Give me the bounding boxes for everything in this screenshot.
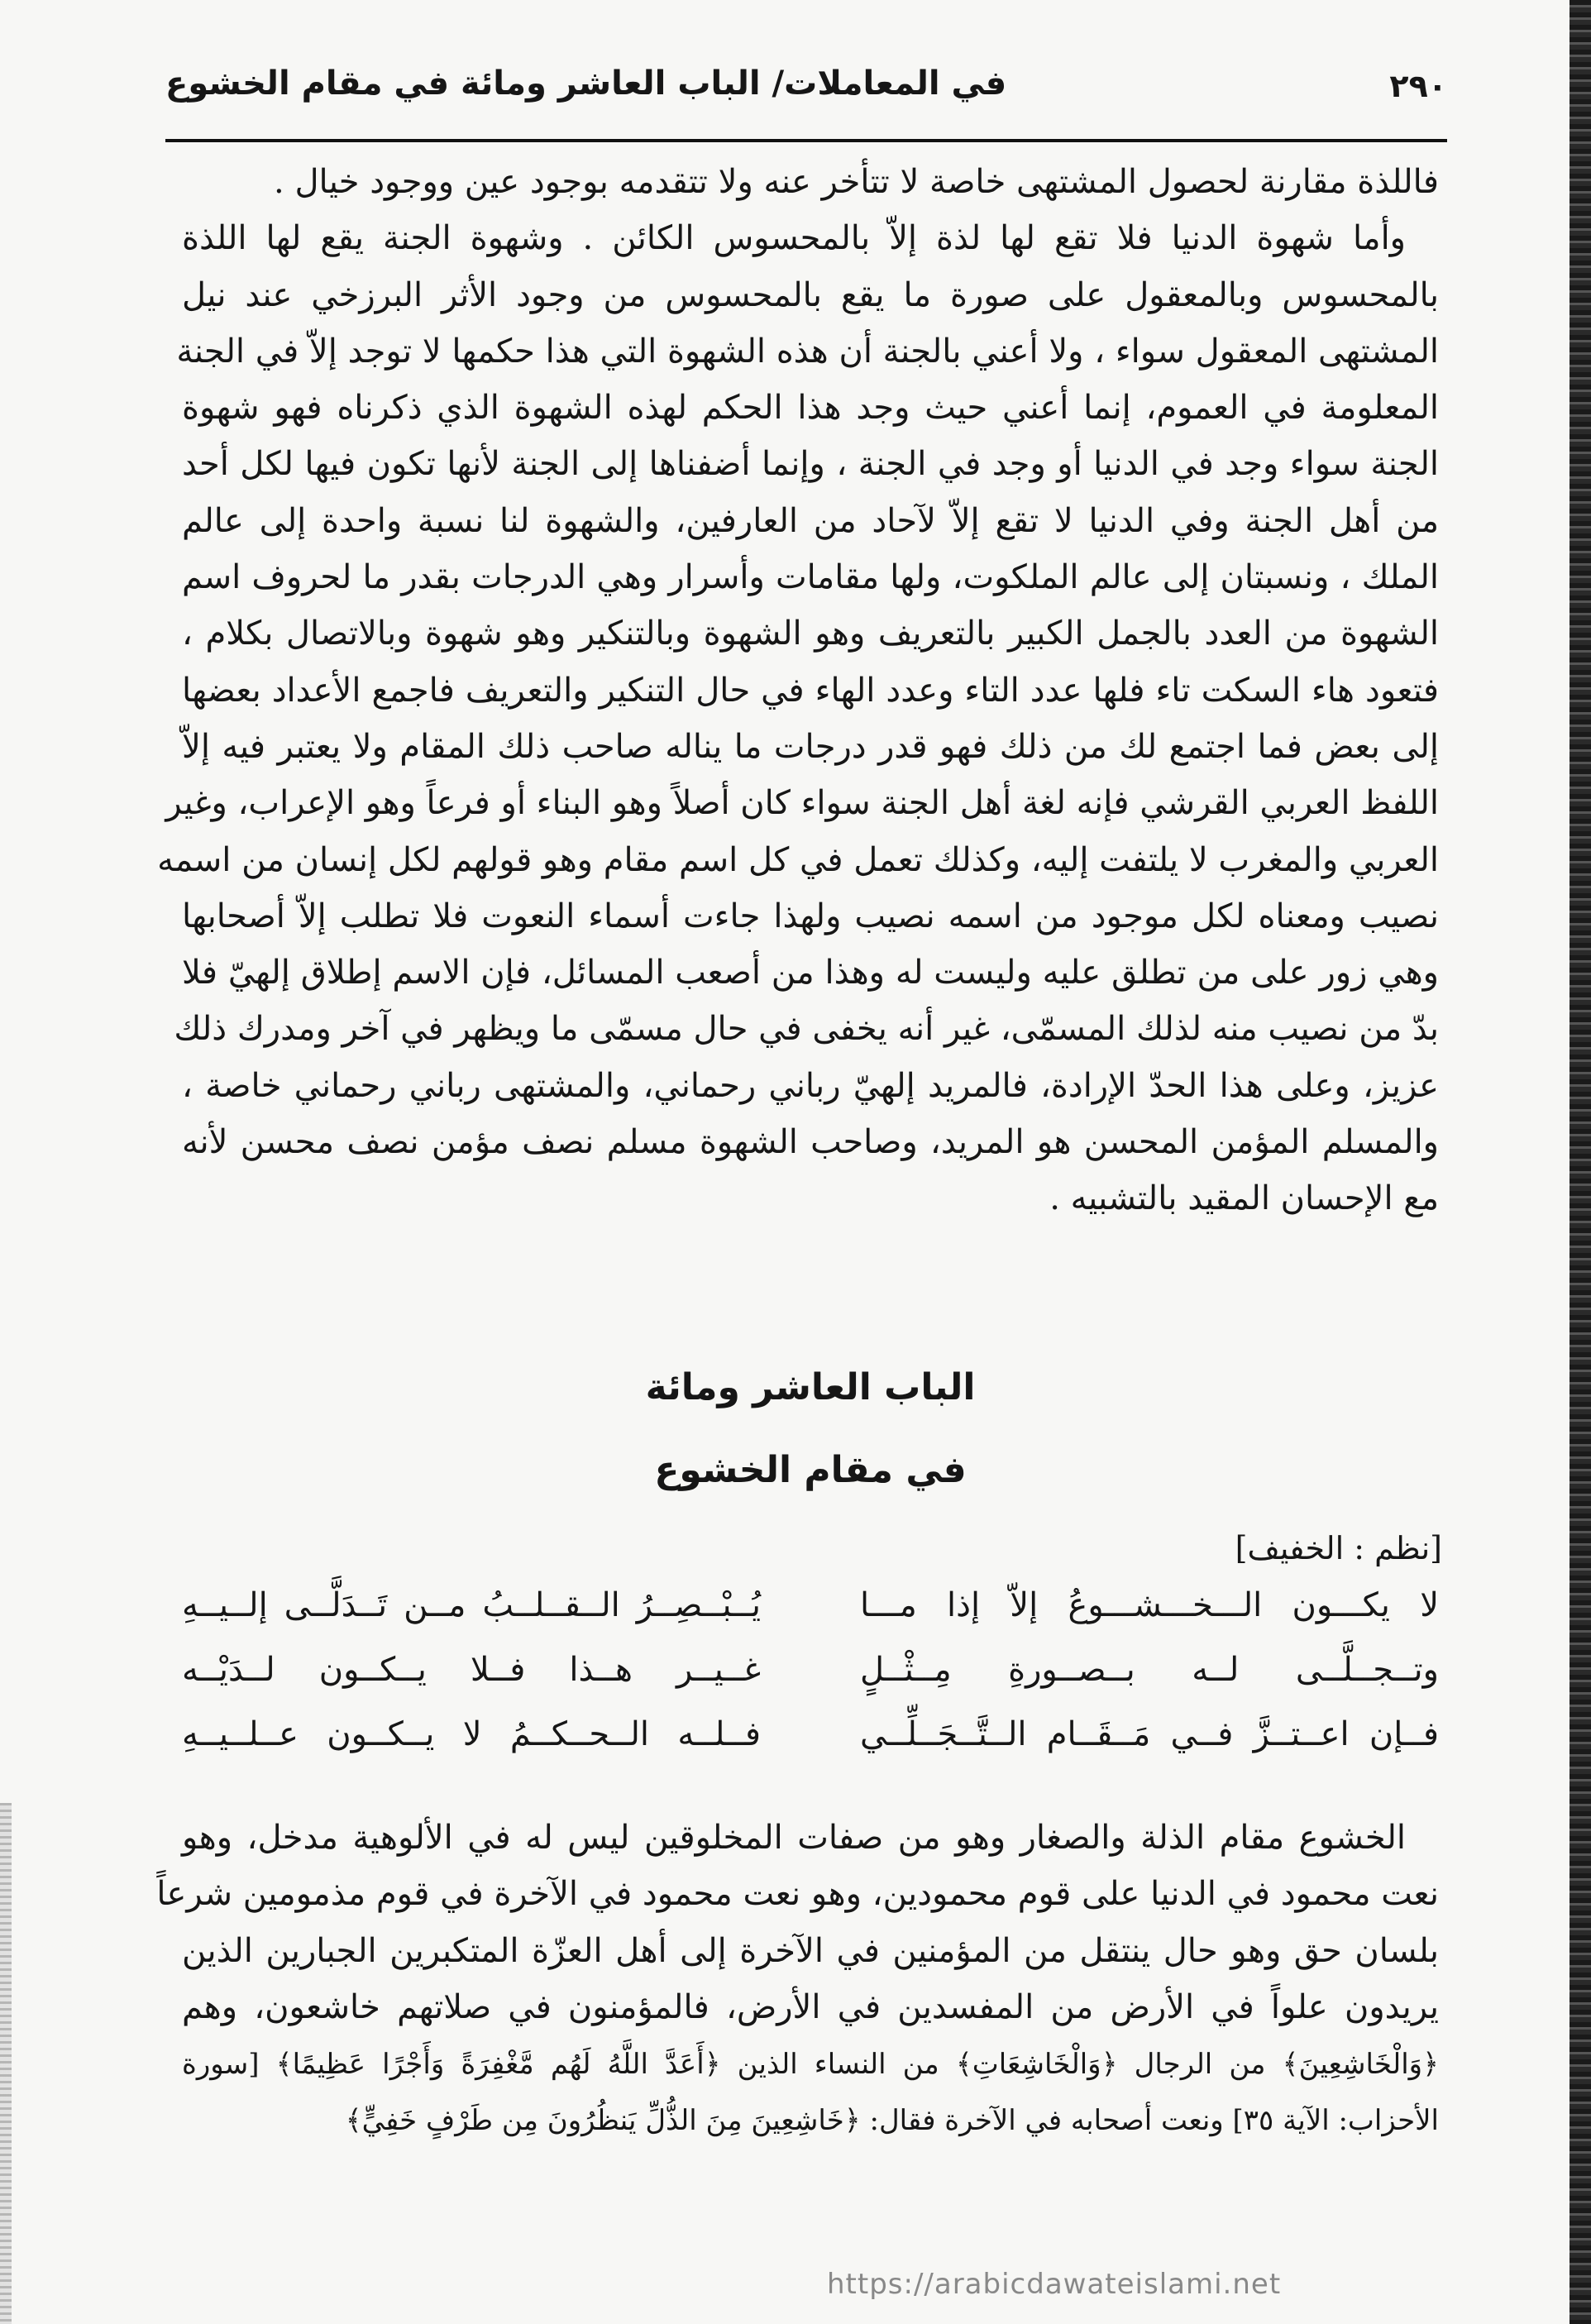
text-line: الأحزاب: الآية ٣٥] ونعت أصحابه في الآخرة فقال: ﴿خَاشِعِينَ مِنَ الذُّلِّ يَنظُرُونَ مِن طَرْفٍ خَفِيٍّ﴾ [345, 2104, 1439, 2138]
text-line: الخشوع مقام الذلة والصغار وهو من صفات المخلوقين ليس له في الألوهية مدخل، وهو [182, 1819, 1406, 1857]
text-line: والمسلم المؤمن المحسن هو المريد، وصاحب الشهوة مسلم نصف مؤمن نصف محسن لأنه [182, 1123, 1439, 1162]
poem-verse [182, 1651, 1439, 1709]
text-line: نعت محمود في الدنيا على قوم محمودين، وهو نعت محمود في الآخرة في قوم مذمومين شرعاً [156, 1875, 1439, 1914]
text-line: من أهل الجنة وفي الدنيا لا تقع إلاّ لآحاد من العارفين، والشهوة لنا نسبة واحدة إلى عالم [182, 501, 1439, 540]
text-line: فتعود هاء السكت تاء فلها عدد التاء وعدد الهاء في حال التنكير والتعريف فاجمع الأعداد بعضها [182, 671, 1439, 710]
text-line: بلسان حق وهو حال ينتقل من المؤمنين في الآخرة إلى أهل العزّة المتكبرين الجبارين الذين [182, 1931, 1439, 1970]
chapter-title: الباب العاشر ومائة [645, 1366, 976, 1408]
text-line: المعلومة في العموم، إنما أعني حيث وجد هذا الحكم لهذه الشهوة الذي ذكرناه فهو شهوة [182, 389, 1439, 428]
text-line: بدّ من نصيب منه لذلك المسمّى، غير أنه يخفى في حال مسمّى ما ويظهر في آخر ومدرك ذلك [174, 1010, 1439, 1049]
chapter-subtitle: في مقام الخشوع [654, 1449, 967, 1491]
poem-meter: [نظم : الخفيف] [1235, 1530, 1442, 1566]
text-line: الملك ، ونسبتان إلى عالم الملكوت، ولها مقامات وأسرار وهي الدرجات بقدر ما لحروف اسم [182, 558, 1439, 597]
text-line: الجنة سواء وجد في الدنيا أو وجد في الجنة ، وإنما أضفناها إلى الجنة لأنها تكون فيها لكل أحد [182, 445, 1439, 484]
text-line: إلى بعض فما اجتمع لك من ذلك فهو قدر درجات ما يناله صاحب ذلك المقام ولا يعتبر فيه إلاّ [182, 727, 1439, 766]
text-line: العربي والمغرب لا يلتفت إليه، وكذلك تعمل في كل اسم مقام وهو قولهم لكل إنسان من اسمه [157, 840, 1439, 879]
text-line: عزيز، وعلى هذا الحدّ الإرادة، فالمريد إلهيّ رباني رحماني، والمشتهى رباني رحماني خاصة ، [182, 1066, 1440, 1105]
text-line: وأما شهوة الدنيا فلا تقع لها لذة إلاّ بالمحسوس الكائن . وشهوة الجنة يقع لها اللذة [182, 219, 1406, 258]
text-line: ﴿وَالْخَاشِعِينَ﴾ من الرجال ﴿وَالْخَاشِعَاتِ﴾ من النساء الذين ﴿أَعَدَّ اللَّهُ لَهُم مَّغْفِرَةً وَأَجْرًا عَظِيمًا﴾ [سورة [182, 2047, 1439, 2081]
verse-first-hemistich: لا يكـــون الـــخـــشـــوعُ إلاّ إذا مـــا [860, 1586, 1439, 1624]
text-line: بالمحسوس وبالمعقول على صورة ما يقع بالمحسوس من وجود الأثر البرزخي عند نيل [182, 275, 1439, 314]
scan-edge-shadow [0, 1803, 12, 2324]
page-number: ٢٩٠ [1389, 68, 1447, 104]
text-line: فاللذة مقارنة لحصول المشتهى خاصة لا تتأخر عنه ولا تتقدمه بوجود عين ووجود خيال . [274, 163, 1439, 201]
verse-second-hemistich: يُــبْــصِــرُ الــقــلــبُ مــن تَــدَلَّــى إلــيــهِ [182, 1586, 761, 1624]
text-line: نصيب ومعناه لكل موجود من اسمه نصيب ولهذا جاءت أسماء النعوت فلا تطلب إلاّ أصحابها [182, 897, 1439, 935]
watermark-url: https://arabicdawateislami.net [827, 2268, 1282, 2301]
text-line: مع الإحسان المقيد بالتشبيه . [1049, 1179, 1439, 1218]
verse-second-hemistich: غــيــر هــذا فــلا يــكــون لــدَيْــه [182, 1651, 761, 1689]
text-line: اللفظ العربي القرشي فإنه لغة أهل الجنة سواء كان أصلاً وهو البناء أو فرعاً وهو الإعراب، وغير [165, 784, 1439, 823]
verse-first-hemistich: وتــجــلَّــى لــه بــصــورةِ مِــثْــلٍ [860, 1651, 1439, 1689]
verse-first-hemistich: فــإن اعــتــزَّ فــي مَــقَــام الــتَّــجَــلِّــي [860, 1715, 1439, 1753]
text-line: يريدون علواً في الأرض من المفسدين في الأرض، فالمؤمنون في صلاتهم خاشعون، وهم [182, 1988, 1439, 2027]
page-header [165, 50, 1447, 132]
text-line: الشهوة من العدد بالجمل الكبير بالتعريف وهو الشهوة وبالتنكير وهو شهوة وبالاتصال بكلام ، [182, 614, 1439, 653]
poem-verse [182, 1586, 1439, 1644]
header-rule [165, 139, 1447, 142]
running-title: في المعاملات/ الباب العاشر ومائة في مقام الخشوع [165, 65, 1007, 103]
chapter-text [156, 1810, 1439, 2149]
poem-verse [182, 1715, 1439, 1773]
text-line: وهي زور على من تطلق عليه وليست له وهذا من أصعب المسائل، فإن الاسم إطلاق إلهيّ فلا [182, 954, 1439, 992]
page-binding-edge [1570, 0, 1591, 2324]
main-text [157, 154, 1440, 1227]
text-line: المشتهى المعقول سواء ، ولا أعني بالجنة أن هذه الشهوة التي هذا حكمها لا توجد إلاّ في الجنة [176, 332, 1439, 371]
verse-second-hemistich: فــلــه الــحــكــمُ لا يــكــون عــلــيــهِ [182, 1715, 761, 1753]
